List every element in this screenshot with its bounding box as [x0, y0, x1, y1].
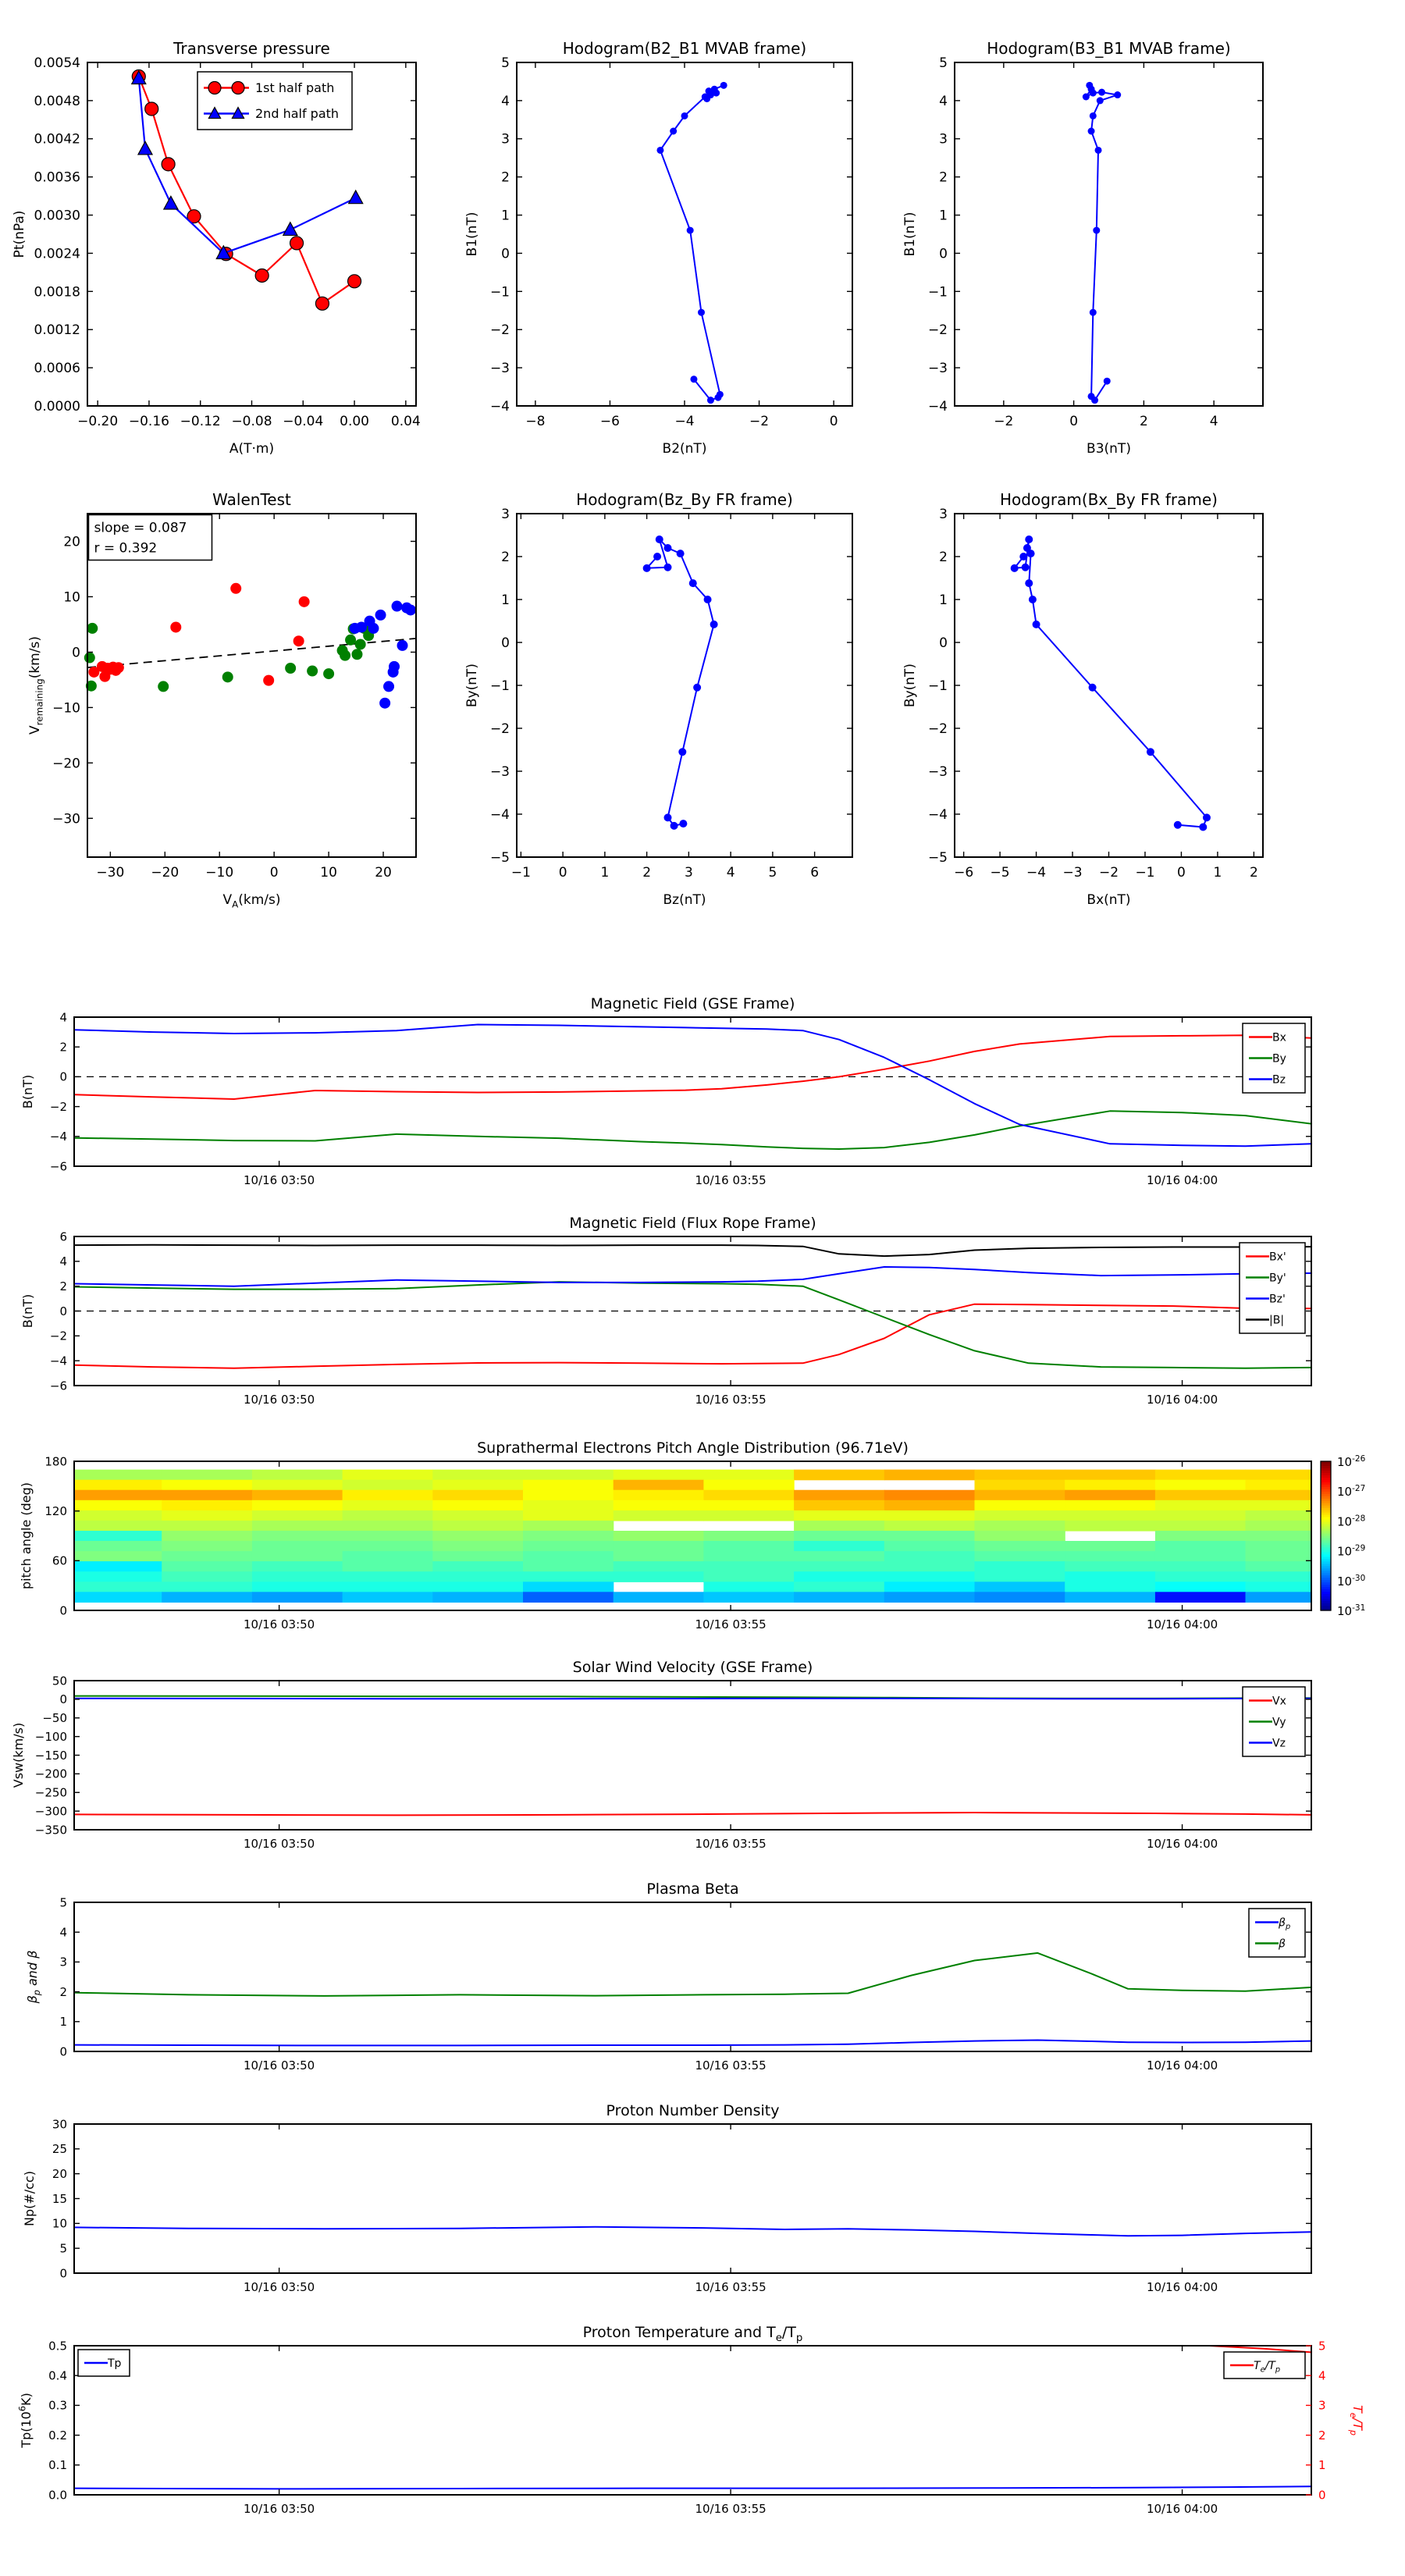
svg-text:−3: −3	[1062, 865, 1083, 881]
svg-text:0: 0	[269, 865, 279, 881]
svg-text:−50: −50	[42, 1711, 67, 1725]
svg-text:3: 3	[501, 506, 510, 522]
svg-text:5: 5	[59, 1895, 67, 1910]
svg-text:0: 0	[59, 1603, 67, 1618]
svg-text:−2: −2	[49, 1099, 67, 1114]
colorbar	[1321, 1454, 1366, 1618]
svg-text:Magnetic Field (Flux Rope Fram: Magnetic Field (Flux Rope Frame)	[569, 1215, 816, 1232]
svg-text:10/16 04:00: 10/16 04:00	[1146, 1617, 1218, 1631]
panel-magnetic-field-gse	[20, 995, 1311, 1187]
svg-text:−1: −1	[927, 284, 948, 301]
svg-text:0.3: 0.3	[48, 2398, 67, 2413]
svg-text:4: 4	[59, 1010, 67, 1025]
series-Np	[74, 2227, 1311, 2236]
svg-text:5: 5	[939, 55, 948, 71]
svg-text:Bx': Bx'	[1269, 1251, 1286, 1264]
svg-text:Pt(nPa): Pt(nPa)	[12, 210, 27, 258]
svg-text:1: 1	[501, 592, 510, 608]
svg-text:−4: −4	[674, 414, 695, 429]
svg-text:6: 6	[810, 865, 820, 881]
svg-text:−100: −100	[34, 1729, 67, 1744]
svg-text:−4: −4	[927, 398, 948, 415]
svg-text:3: 3	[939, 131, 948, 148]
svg-text:0: 0	[1069, 414, 1079, 429]
panel-hodogram-b3-b1	[902, 39, 1263, 457]
svg-text:4: 4	[501, 93, 510, 109]
svg-text:0.0048: 0.0048	[34, 93, 80, 109]
svg-text:10/16 03:55: 10/16 03:55	[695, 1617, 767, 1631]
svg-text:B1(nT): B1(nT)	[902, 212, 918, 257]
svg-text:0.0030: 0.0030	[34, 208, 80, 224]
svg-text:By: By	[1272, 1052, 1286, 1066]
svg-text:120: 120	[44, 1503, 67, 1518]
svg-text:Bz(nT): Bz(nT)	[663, 892, 706, 908]
series-Bx'	[74, 1304, 1311, 1368]
svg-text:βp and β: $\beta_p$ and β	[25, 1950, 42, 2004]
svg-text:Hodogram(B3_B1 MVAB frame): Hodogram(B3_B1 MVAB frame)	[987, 39, 1231, 58]
series-By'	[74, 1282, 1311, 1368]
svg-text:10/16 03:55: 10/16 03:55	[695, 2502, 767, 2516]
series-fit line	[87, 639, 416, 667]
svg-text:0: 0	[1177, 865, 1186, 881]
svg-text:10/16 03:50: 10/16 03:50	[244, 2502, 315, 2516]
svg-text:5: 5	[1318, 2339, 1326, 2354]
svg-text:10/16 04:00: 10/16 04:00	[1146, 1393, 1218, 1407]
svg-text:20: 20	[52, 2166, 67, 2181]
svg-text:2: 2	[59, 1040, 67, 1055]
svg-text:−0.12: −0.12	[180, 414, 221, 429]
svg-text:10/16 04:00: 10/16 04:00	[1146, 2058, 1218, 2073]
svg-text:−20: −20	[52, 756, 80, 772]
svg-text:0: 0	[72, 645, 80, 661]
svg-text:Vremaining(km/s): $V_{remaining}(km/s)$	[27, 636, 45, 735]
svg-text:−3: −3	[489, 763, 510, 780]
legend	[78, 2350, 130, 2376]
panel-electron-pitch-angle	[19, 1439, 1366, 1631]
svg-text:−5: −5	[927, 849, 948, 866]
svg-text:3: 3	[939, 506, 948, 522]
svg-text:Tp(106K): $Tp(10^6K)$	[17, 2393, 34, 2448]
svg-text:−6: −6	[49, 1379, 67, 1393]
svg-text:1: 1	[1213, 865, 1222, 881]
axes-ticks	[50, 1229, 1311, 1407]
svg-text:A(T·m): A(T·m)	[229, 441, 275, 457]
svg-text:B3(nT): B3(nT)	[1087, 441, 1131, 457]
svg-text:0.1: 0.1	[48, 2458, 67, 2473]
svg-text:−3: −3	[927, 361, 948, 377]
svg-text:−2: −2	[749, 414, 770, 429]
panel-proton-temperature	[18, 2324, 1365, 2516]
svg-text:Vx: Vx	[1272, 1695, 1286, 1708]
svg-text:−1: −1	[1135, 865, 1155, 881]
svg-text:−2: −2	[1098, 865, 1119, 881]
svg-text:0.0042: 0.0042	[34, 131, 80, 148]
panel-walen-test	[27, 490, 416, 909]
series-Bx-By path	[1011, 535, 1211, 831]
svg-text:60: 60	[52, 1553, 67, 1568]
svg-text:−10: −10	[205, 865, 234, 881]
svg-text:0.0018: 0.0018	[34, 284, 80, 301]
svg-text:Proton Number Density: Proton Number Density	[606, 2102, 780, 2119]
svg-text:0: 0	[939, 635, 948, 651]
svg-text:10/16 03:50: 10/16 03:50	[244, 1837, 315, 1851]
svg-text:0: 0	[59, 2266, 67, 2281]
legend	[1243, 1023, 1305, 1093]
svg-text:−4: −4	[1026, 865, 1047, 881]
svg-text:Magnetic Field (GSE Frame): Magnetic Field (GSE Frame)	[590, 995, 795, 1012]
svg-text:10/16 03:50: 10/16 03:50	[244, 2058, 315, 2073]
svg-text:3: 3	[684, 865, 693, 881]
svg-text:10: 10	[52, 2216, 67, 2231]
svg-text:B(nT): B(nT)	[20, 1074, 35, 1109]
series-Bx	[74, 1035, 1311, 1099]
svg-text:−10: −10	[52, 700, 80, 717]
svg-text:Vsw(km/s): Vsw(km/s)	[11, 1722, 26, 1788]
svg-text:−200: −200	[34, 1767, 67, 1781]
svg-text:10/16 03:50: 10/16 03:50	[244, 1617, 315, 1631]
svg-text:0.0000: 0.0000	[34, 398, 80, 415]
svg-text:4: 4	[726, 865, 735, 881]
svg-text:10/16 03:50: 10/16 03:50	[244, 2280, 315, 2294]
svg-text:0: 0	[558, 865, 567, 881]
svg-text:4: 4	[939, 93, 948, 109]
annotation-box	[89, 515, 212, 560]
svg-text:−250: −250	[34, 1785, 67, 1800]
svg-text:Bz: Bz	[1272, 1073, 1286, 1087]
svg-text:−1: −1	[927, 678, 948, 694]
svg-text:10-27: $10^{-27}$	[1337, 1484, 1366, 1500]
svg-text:−2: −2	[489, 322, 510, 339]
svg-text:Hodogram(Bx_By FR frame): Hodogram(Bx_By FR frame)	[999, 490, 1218, 509]
svg-text:1: 1	[939, 208, 948, 224]
svg-text:1: 1	[1318, 2458, 1326, 2473]
svg-text:10/16 03:50: 10/16 03:50	[244, 1393, 315, 1407]
svg-text:−4: −4	[489, 806, 510, 823]
series-1st half points	[88, 583, 309, 686]
svg-text:2: 2	[939, 169, 948, 186]
svg-text:10-29: $10^{-29}$	[1337, 1543, 1366, 1559]
svg-text:2: 2	[1139, 414, 1148, 429]
svg-text:Proton Temperature and Te/Tp: Proton Temperature and $T_e/T_p$	[582, 2324, 803, 2344]
heatmap-cells	[74, 1470, 1312, 1603]
legend	[1224, 2352, 1305, 2379]
svg-text:Vy: Vy	[1272, 1716, 1286, 1729]
svg-text:−0.16: −0.16	[128, 414, 169, 429]
panel-hodogram-b2-b1	[464, 39, 852, 457]
svg-text:−350: −350	[34, 1823, 67, 1838]
svg-text:0.5: 0.5	[48, 2339, 67, 2354]
svg-text:10/16 03:50: 10/16 03:50	[244, 1173, 315, 1187]
svg-text:2: 2	[1249, 865, 1258, 881]
svg-text:0.2: 0.2	[48, 2428, 67, 2443]
series-mid points	[84, 623, 374, 692]
svg-text:B(nT): B(nT)	[20, 1293, 35, 1329]
svg-text:−3: −3	[927, 763, 948, 780]
svg-text:2: 2	[501, 169, 510, 186]
panel-solar-wind-velocity	[11, 1659, 1311, 1851]
series-B3-B1 path	[1083, 82, 1121, 404]
svg-text:−1: −1	[489, 678, 510, 694]
panel-transverse-pressure	[12, 39, 421, 457]
svg-text:r = 0.392: r = 0.392	[94, 540, 158, 557]
svg-text:10: 10	[63, 589, 80, 606]
svg-text:Bx(nT): Bx(nT)	[1087, 892, 1131, 908]
svg-text:Np(#/cc): Np(#/cc)	[22, 2171, 37, 2226]
svg-text:4: 4	[1318, 2368, 1326, 2383]
svg-text:0.0012: 0.0012	[34, 322, 80, 339]
series-Bz-By path	[643, 535, 718, 830]
svg-text:Plasma Beta: Plasma Beta	[646, 1880, 739, 1898]
svg-text:10/16 04:00: 10/16 04:00	[1146, 1173, 1218, 1187]
svg-text:−6: −6	[49, 1159, 67, 1174]
svg-text:−2: −2	[927, 322, 948, 339]
svg-text:4: 4	[1209, 414, 1218, 429]
series-By	[74, 1111, 1311, 1149]
svg-text:1: 1	[59, 2015, 67, 2030]
series-B2-B1 path	[656, 82, 727, 404]
svg-text:β: β	[1279, 1937, 1286, 1951]
legend	[1240, 1243, 1305, 1333]
svg-text:10/16 03:55: 10/16 03:55	[695, 2058, 767, 2073]
svg-text:0: 0	[59, 1304, 67, 1318]
svg-text:1: 1	[600, 865, 610, 881]
svg-text:−5: −5	[990, 865, 1010, 881]
svg-text:−3: −3	[489, 361, 510, 377]
svg-text:Te/Tp: $T_e/T_p$	[1254, 2359, 1281, 2375]
svg-text:−2: −2	[489, 720, 510, 737]
svg-text:0.0024: 0.0024	[34, 246, 80, 262]
svg-text:−4: −4	[49, 1354, 67, 1368]
axes-ticks	[52, 514, 416, 881]
svg-text:−0.08: −0.08	[231, 414, 272, 429]
svg-text:−0.20: −0.20	[77, 414, 119, 429]
svg-text:−4: −4	[49, 1130, 67, 1144]
svg-text:0: 0	[1318, 2488, 1326, 2503]
svg-text:−4: −4	[489, 398, 510, 415]
legend	[197, 72, 352, 130]
svg-text:Vz: Vz	[1272, 1737, 1286, 1750]
svg-text:10-31: $10^{-31}$	[1337, 1603, 1366, 1618]
svg-text:0: 0	[501, 635, 510, 651]
svg-text:−2: −2	[994, 414, 1014, 429]
svg-text:|B|: |B|	[1269, 1314, 1285, 1327]
svg-text:1st half path: 1st half path	[255, 80, 335, 96]
series-beta_p	[74, 2041, 1311, 2046]
svg-text:4: 4	[59, 1254, 67, 1269]
svg-text:B1(nT): B1(nT)	[464, 212, 480, 257]
svg-text:4: 4	[59, 1925, 67, 1940]
svg-text:2: 2	[501, 549, 510, 565]
svg-text:3: 3	[1318, 2398, 1326, 2413]
svg-text:10/16 03:55: 10/16 03:55	[695, 1173, 767, 1187]
svg-text:0.0: 0.0	[48, 2488, 67, 2503]
svg-text:10/16 03:55: 10/16 03:55	[695, 1393, 767, 1407]
svg-text:3: 3	[501, 131, 510, 148]
axes-ticks	[35, 1674, 1311, 1851]
svg-text:0: 0	[829, 414, 838, 429]
series-|B|	[74, 1245, 1311, 1256]
svg-text:Hodogram(B2_B1 MVAB frame): Hodogram(B2_B1 MVAB frame)	[562, 39, 807, 58]
svg-text:10-28: $10^{-28}$	[1337, 1514, 1366, 1529]
svg-text:−30: −30	[96, 865, 125, 881]
svg-text:10/16 04:00: 10/16 04:00	[1146, 2280, 1218, 2294]
legend	[1243, 1687, 1305, 1756]
svg-text:Transverse pressure: Transverse pressure	[173, 39, 330, 58]
svg-text:10/16 04:00: 10/16 04:00	[1146, 2502, 1218, 2516]
axes-ticks	[928, 507, 1263, 881]
series-Vx	[74, 1813, 1311, 1815]
panel-proton-number-density	[22, 2102, 1311, 2294]
series-Bz	[74, 1025, 1311, 1147]
svg-text:−150: −150	[34, 1748, 67, 1763]
axes-ticks	[490, 55, 852, 429]
svg-text:1: 1	[939, 592, 948, 608]
svg-text:1: 1	[501, 208, 510, 224]
svg-text:20: 20	[63, 534, 80, 550]
svg-text:2: 2	[939, 549, 948, 565]
svg-text:25: 25	[52, 2142, 67, 2157]
svg-text:0.0036: 0.0036	[34, 169, 80, 186]
svg-text:5: 5	[501, 55, 510, 71]
svg-text:5: 5	[768, 865, 777, 881]
panel-hodogram-bz-by	[464, 490, 852, 908]
svg-text:−1: −1	[489, 284, 510, 301]
svg-text:0: 0	[501, 246, 510, 262]
series-beta	[74, 1953, 1311, 1996]
svg-text:2: 2	[59, 1279, 67, 1293]
panel-hodogram-bx-by	[902, 490, 1263, 908]
svg-text:0: 0	[939, 246, 948, 262]
svg-text:βp: $\beta_p$	[1279, 1916, 1291, 1931]
panel-magnetic-field-flux-rope	[20, 1215, 1311, 1407]
svg-text:By(nT): By(nT)	[464, 663, 480, 708]
svg-text:By(nT): By(nT)	[902, 663, 918, 708]
svg-text:0.0054: 0.0054	[34, 55, 80, 71]
series-Te/Tp	[1209, 2346, 1311, 2352]
svg-text:VA(km/s): $V_A(km/s)$	[222, 892, 281, 910]
svg-text:0.00: 0.00	[340, 414, 369, 429]
svg-text:By': By'	[1269, 1272, 1286, 1285]
svg-text:2: 2	[59, 1984, 67, 1999]
svg-text:0.0006: 0.0006	[34, 361, 80, 377]
svg-text:10: 10	[320, 865, 337, 881]
svg-text:Suprathermal Electrons Pitch A: Suprathermal Electrons Pitch Angle Distribution (96.71eV)	[477, 1439, 909, 1457]
svg-text:50: 50	[52, 1674, 67, 1688]
svg-text:−5: −5	[489, 849, 510, 866]
svg-text:slope = 0.087: slope = 0.087	[94, 520, 187, 536]
svg-text:Bz': Bz'	[1269, 1293, 1286, 1306]
series-Tp	[74, 2486, 1311, 2489]
svg-text:−6: −6	[954, 865, 974, 881]
svg-text:−4: −4	[927, 806, 948, 823]
svg-text:−20: −20	[151, 865, 180, 881]
svg-text:10/16 03:55: 10/16 03:55	[695, 2280, 767, 2294]
svg-text:−0.04: −0.04	[283, 414, 324, 429]
svg-text:3: 3	[59, 1955, 67, 1969]
svg-text:15: 15	[52, 2191, 67, 2206]
svg-text:0.04: 0.04	[390, 414, 421, 429]
svg-text:20: 20	[375, 865, 392, 881]
svg-text:180: 180	[44, 1454, 67, 1469]
svg-text:−30: −30	[52, 811, 80, 827]
svg-text:0: 0	[59, 2044, 67, 2059]
svg-text:−8: −8	[525, 414, 546, 429]
svg-text:pitch angle (deg): pitch angle (deg)	[19, 1482, 34, 1590]
svg-text:0.4: 0.4	[48, 2368, 67, 2383]
svg-text:2: 2	[1318, 2428, 1326, 2443]
svg-text:0: 0	[59, 1692, 67, 1707]
svg-text:Tp: Tp	[108, 2357, 122, 2370]
svg-text:10/16 03:55: 10/16 03:55	[695, 1837, 767, 1851]
svg-text:−2: −2	[927, 720, 948, 737]
svg-text:10-26: $10^{-26}$	[1337, 1454, 1366, 1469]
svg-text:−300: −300	[34, 1804, 67, 1819]
svg-text:6: 6	[59, 1229, 67, 1244]
svg-text:30: 30	[52, 2117, 67, 2132]
svg-text:−2: −2	[49, 1329, 67, 1343]
axes-ticks	[52, 2117, 1311, 2294]
panel-plasma-beta	[25, 1880, 1311, 2073]
svg-text:10-30: $10^{-30}$	[1337, 1573, 1366, 1589]
svg-text:Bx: Bx	[1272, 1031, 1286, 1044]
svg-text:B2(nT): B2(nT)	[662, 441, 707, 457]
svg-text:−1: −1	[510, 865, 531, 881]
svg-text:10/16 04:00: 10/16 04:00	[1146, 1837, 1218, 1851]
svg-text:0: 0	[59, 1069, 67, 1084]
svg-text:−6: −6	[599, 414, 620, 429]
svg-text:Te/Tp: $T_e/T_p$	[1348, 2405, 1365, 2435]
legend	[1249, 1909, 1305, 1957]
svg-text:Solar Wind Velocity (GSE Frame: Solar Wind Velocity (GSE Frame)	[572, 1659, 813, 1676]
svg-text:2nd half path: 2nd half path	[255, 106, 340, 122]
svg-text:2: 2	[642, 865, 652, 881]
svg-text:5: 5	[59, 2241, 67, 2256]
svg-text:Hodogram(Bz_By FR frame): Hodogram(Bz_By FR frame)	[576, 490, 793, 509]
svg-text:WalenTest: WalenTest	[212, 490, 291, 509]
